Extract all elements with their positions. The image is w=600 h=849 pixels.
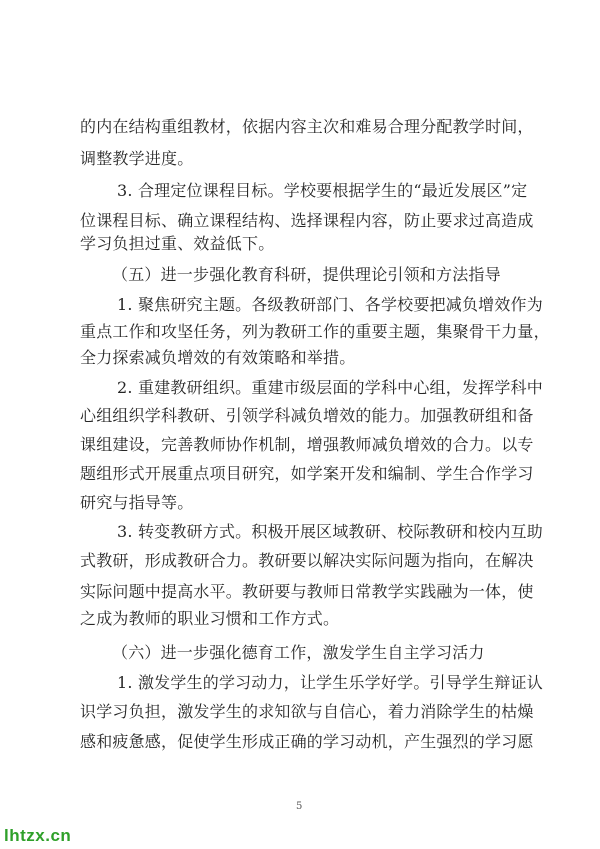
body-line: 的内在结构重组教材，依据内容主次和难易合理分配教学时间， — [80, 117, 534, 136]
section-heading: （六）进一步强化德育工作，激发学生自主学习活力 — [112, 643, 485, 662]
body-line: 实际问题中提高水平。教研要与教师日常教学实践融为一体，使 — [80, 582, 534, 601]
body-line: 3. 合理定位课程目标。学校要根据学生的“最近发展区”定 — [117, 181, 528, 200]
body-line: 2. 重建教研组织。重建市级层面的学科中心组，发挥学科中 — [117, 378, 543, 397]
body-line: 位课程目标、确立课程结构、选择课程内容，防止要求过高造成 — [80, 211, 534, 230]
page-number: 5 — [296, 801, 303, 812]
body-line: 心组组织学科教研、引领学科减负增效的能力。加强教研组和备 — [80, 406, 534, 425]
body-line: 感和疲惫感，促使学生形成正确的学习动机，产生强烈的学习愿 — [80, 732, 534, 751]
body-line: 识学习负担，激发学生的求知欲与自信心，着力消除学生的枯燥 — [80, 702, 534, 721]
body-line: 全力探索减负增效的有效策略和举措。 — [80, 348, 356, 367]
body-line: 1. 激发学生的学习动力，让学生乐学好学。引导学生辩证认 — [117, 673, 543, 692]
body-line: 课组建设，完善教师协作机制，增强教师减负增效的合力。以专 — [80, 435, 534, 454]
body-line: 式教研，形成教研合力。教研要以解决实际问题为指向，在解决 — [80, 551, 534, 570]
body-line: 题组形式开展重点项目研究，如学案开发和编制、学生合作学习 — [80, 464, 534, 483]
body-line: 调整教学进度。 — [80, 149, 194, 168]
body-line: 1. 聚焦研究主题。各级教研部门、各学校要把减负增效作为 — [117, 295, 543, 314]
body-line: 3. 转变教研方式。积极开展区域教研、校际教研和校内互助 — [117, 522, 543, 541]
watermark-logo: lhtzx.cn — [4, 826, 72, 845]
body-line: 研究与指导等。 — [80, 493, 194, 512]
body-line: 学习负担过重、效益低下。 — [80, 234, 275, 253]
section-heading: （五）进一步强化教育科研，提供理论引领和方法指导 — [112, 265, 501, 284]
body-line: 重点工作和攻坚任务，列为教研工作的重要主题，集聚骨干力量， — [80, 322, 550, 341]
body-line: 之成为教师的职业习惯和工作方式。 — [80, 609, 340, 628]
